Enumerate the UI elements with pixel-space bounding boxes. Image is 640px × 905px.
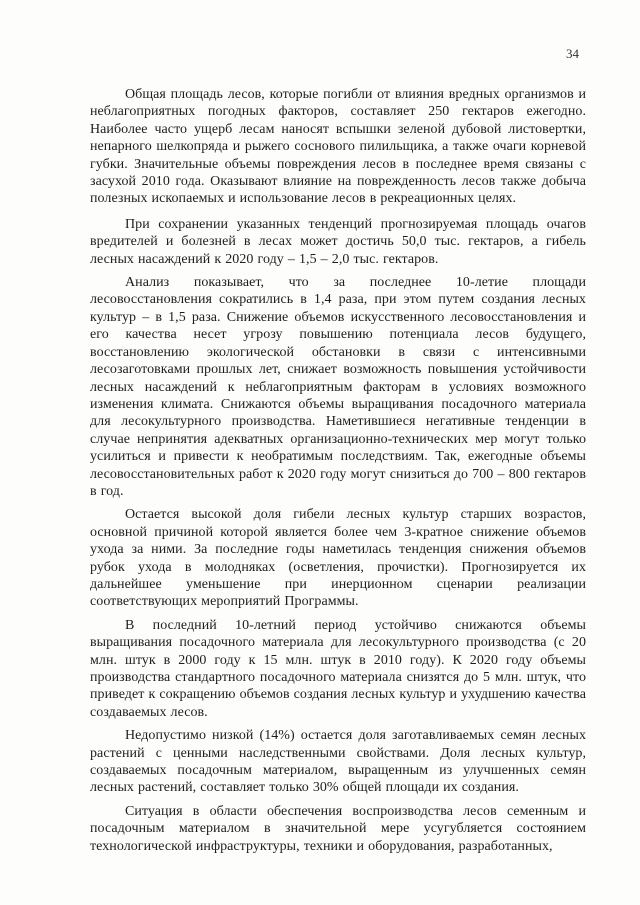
paragraph: Анализ показывает, что за последнее 10-летие площади лесовосстановления сократились в 1,4 раза, при этом путем создания лесных культур – в 1,5 раза. Снижение объемов искусственного лесовосстановления и его качества несет угрозу повышению потенциала лесов будущего, восстановлению экологической обстановки в связи с интенсивными лесозаготовками прошлых лет, снижает возможность повышения устойчивости лесных насаждений к неблагоприятным факторам в условиях возможного изменения климата. Снижаются объемы выращивания посадочного материала для лесокультурного производства. Наметившиеся негативные тенденции в случае непринятия адекватных организационно-технических мер могут только усилиться и привести к необратимым последствиям. Так, ежегодные объемы лесовосстановительных работ к 2020 году могут снизиться до 700 – 800 гектаров в год. [90, 275, 586, 499]
paragraph: Общая площадь лесов, которые погибли от влияния вредных организмов и неблагоприятных погодных факторов, составляет 250 гектаров ежегодно. Наиболее часто ущерб лесам наносят вспышки зеленой дубовой листовертки, непарного шелкопряда и рыжего соснового пилильщика, а также очаги корневой губки. Значительные объемы повреждения лесов в последнее время связаны с засухой 2010 года. Оказывают влияние на поврежденность лесов также добыча полезных ископаемых и использование лесов в рекреационных целях. [90, 87, 586, 207]
paragraph: В последний 10-летний период устойчиво снижаются объемы выращивания посадочного материала для лесокультурного производства (с 20 млн. штук в 2000 году к 15 млн. штук в 2010 году). К 2020 году объемы производства стандартного посадочного материала снизятся до 5 млн. штук, что приведет к сокращению объемов создания лесных культур и ухудшению качества создаваемых лесов. [90, 617, 586, 720]
paragraph: Ситуация в области обеспечения воспроизводства лесов семенным и посадочным материалом в значительной мере усугубляется состоянием технологической инфраструктуры, техники и оборудования, разработанных, [90, 803, 586, 854]
paragraph: Недопустимо низкой (14%) остается доля заготавливаемых семян лесных растений с ценными наследственными свойствами. Доля лесных культур, создаваемых посадочным материалом, выращенным из улучшенных семян лесных растений, составляет только 30% общей площади их создания. [90, 728, 586, 796]
paragraph: Остается высокой доля гибели лесных культур старших возрастов, основной причиной которой является более чем 3-кратное снижение объемов ухода за ними. За последние годы наметилась тенденция снижения объемов рубок ухода в молодняках (осветления, прочистки). Прогнозируется их дальнейшее уменьшение при инерционном сценарии реализации соответствующих мероприятий Программы. [90, 507, 586, 610]
paragraph: При сохранении указанных тенденций прогнозируемая площадь очагов вредителей и болезней в лесах может достичь 50,0 тыс. гектаров, а гибель лесных насаждений к 2020 году – 1,5 – 2,0 тыс. гектаров. [90, 216, 586, 267]
document-body [90, 86, 586, 861]
page-number: 34 [566, 46, 579, 61]
